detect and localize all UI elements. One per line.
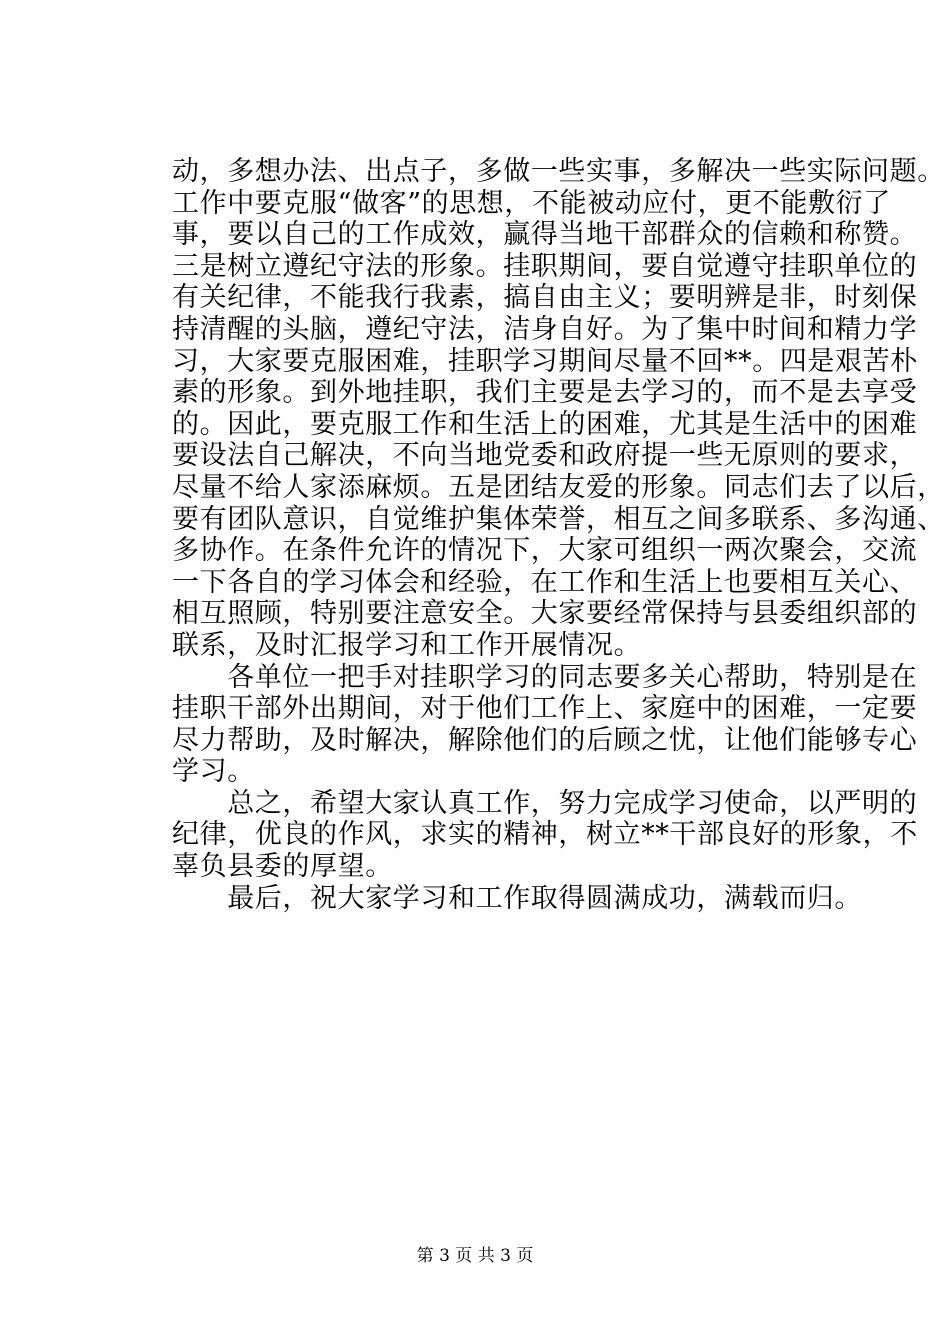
- text-line: 有关纪律，不能我行我素，搞自由主义；要明辨是非，时刻保: [172, 282, 918, 314]
- text-line: 最后，祝大家学习和工作取得圆满成功，满载而归。: [172, 882, 862, 914]
- text-line: 要设法自己解决，不向当地党委和政府提一些无原则的要求，: [172, 440, 918, 472]
- page-footer: [0, 1244, 950, 1268]
- document-body: [172, 156, 945, 914]
- paragraph: [172, 661, 918, 788]
- page-number-label: 第 3 页 共 3 页: [416, 1246, 534, 1266]
- text-line: 多协作。在条件允许的情况下，大家可组织一两次聚会，交流: [172, 535, 918, 567]
- text-line: 学习。: [172, 756, 255, 788]
- text-line: 联系，及时汇报学习和工作开展情况。: [172, 629, 642, 661]
- text-line: 辜负县委的厚望。: [172, 851, 393, 883]
- paragraph: [172, 883, 862, 915]
- text-line: 各单位一把手对挂职学习的同志要多关心帮助，特别是在: [172, 661, 918, 693]
- text-line: 动，多想办法、出点子，多做一些实事，多解决一些实际问题。: [172, 156, 945, 187]
- text-line: 纪律，优良的作风，求实的精神，树立**干部良好的形象，不: [172, 819, 918, 851]
- text-line: 工作中要克服“做客”的思想，不能被动应付，更不能敷衍了: [172, 187, 891, 219]
- text-line: 事，要以自己的工作成效，赢得当地干部群众的信赖和称赞。: [172, 219, 918, 251]
- text-line: 要有团队意识，自觉维护集体荣誉，相互之间多联系、多沟通、: [172, 503, 945, 535]
- paragraph: [172, 787, 918, 883]
- paragraph: [172, 156, 945, 662]
- text-line: 习，大家要克服困难，挂职学习期间尽量不回**。四是艰苦朴: [172, 345, 918, 377]
- text-line: 挂职干部外出期间，对于他们工作上、家庭中的困难，一定要: [172, 693, 918, 725]
- text-line: 尽力帮助，及时解决，解除他们的后顾之忧，让他们能够专心: [172, 724, 918, 756]
- text-line: 三是树立遵纪守法的形象。挂职期间，要自觉遵守挂职单位的: [172, 250, 918, 282]
- text-line: 总之，希望大家认真工作，努力完成学习使命，以严明的: [172, 787, 918, 819]
- text-line: 尽量不给人家添麻烦。五是团结友爱的形象。同志们去了以后，: [172, 471, 945, 503]
- text-line: 素的形象。到外地挂职，我们主要是去学习的，而不是去享受: [172, 377, 918, 409]
- text-line: 相互照顾，特别要注意安全。大家要经常保持与县委组织部的: [172, 598, 918, 630]
- text-line: 一下各自的学习体会和经验，在工作和生活上也要相互关心、: [172, 566, 918, 598]
- text-line: 持清醒的头脑，遵纪守法，洁身自好。为了集中时间和精力学: [172, 313, 918, 345]
- text-line: 的。因此，要克服工作和生活上的困难，尤其是生活中的困难: [172, 408, 918, 440]
